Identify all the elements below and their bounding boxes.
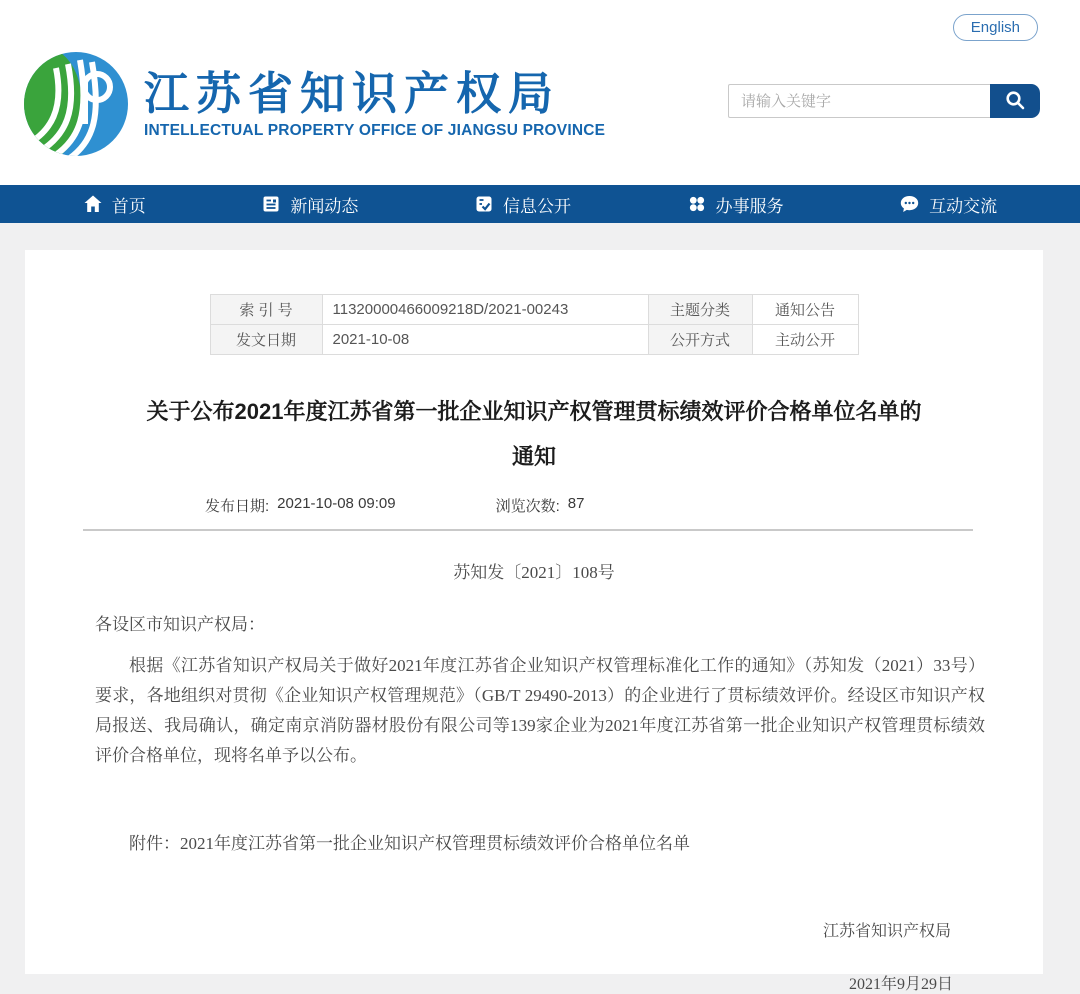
publish-date-label: 发布日期: [205, 498, 270, 515]
meta-label-disclosure: 公开方式 [648, 325, 752, 355]
notice-body: 根据《江苏省知识产权局关于做好2021年度江苏省企业知识产权管理标准化工作的通知》（苏知发（2021）33号）要求，各地组织对贯彻《企业知识产权管理规范》（GB/T 29490-2013）的企业进行了贯标绩效评价。经设区市知识产权局报送、我局确认，确定南京消防器材股份有限公司等139家企业为2021年度江苏省第一批企业知识产权管理贯标绩效评价合格单位，现将名单予以公布。 [95, 656, 985, 765]
attachment-link[interactable]: 附件：2021年度江苏省第一批企业知识产权管理贯标绩效评价合格单位名单 [129, 834, 690, 853]
meta-label-issue-date: 发文日期 [210, 325, 322, 355]
nav-item-services[interactable] [687, 192, 784, 217]
english-language-button[interactable]: English [953, 14, 1038, 41]
info-disclosure-icon [474, 194, 494, 214]
divider [83, 529, 973, 531]
page-title-line1: 关于公布2021年度江苏省第一批企业知识产权管理贯标绩效评价合格单位名单的 [146, 399, 922, 424]
nav-item-info-disclosure[interactable] [474, 192, 571, 217]
nav-item-home[interactable] [83, 192, 146, 217]
interaction-icon [899, 194, 920, 214]
nav-item-news[interactable] [261, 192, 358, 217]
search-button[interactable] [990, 84, 1040, 118]
site-search [728, 84, 1040, 118]
document-number: 苏知发〔2021〕108号 [453, 563, 615, 582]
meta-label-index: 索 引 号 [210, 295, 322, 325]
meta-value-category: 通知公告 [752, 295, 858, 325]
view-count-label: 浏览次数: [495, 498, 560, 515]
site-header [0, 0, 1080, 185]
salutation: 各设区市知识产权局： [95, 615, 265, 634]
page-title [25, 389, 1043, 479]
publish-info-row [25, 495, 1043, 516]
view-count [496, 495, 585, 516]
nav-item-label: 新闻动态 [290, 196, 359, 216]
nav-item-label: 首页 [111, 196, 146, 216]
jsipo-logo-icon [22, 50, 130, 158]
issuing-authority: 江苏省知识产权局 [822, 923, 951, 940]
site-title-block [144, 68, 605, 141]
nav-item-interaction[interactable] [899, 192, 997, 217]
meta-value-disclosure: 主动公开 [752, 325, 858, 355]
main-navigation [0, 185, 1080, 223]
table-row [210, 295, 858, 325]
content-panel [25, 250, 1043, 993]
home-icon [83, 194, 103, 214]
nav-item-label: 互动交流 [929, 196, 998, 216]
meta-label-category: 主题分类 [648, 295, 752, 325]
table-row [210, 325, 858, 355]
publish-date-value: 2021-10-08 09:09 [277, 495, 396, 512]
nav-item-label: 办事服务 [715, 196, 784, 216]
meta-value-issue-date: 2021-10-08 [322, 325, 648, 355]
site-brand [22, 50, 605, 158]
site-title-en: INTELLECTUAL PROPERTY OFFICE OF JIANGSU PROVINCE [144, 122, 606, 140]
page-title-line2: 通知 [511, 444, 556, 469]
meta-value-index: 11320000466009218D/2021-00243 [322, 295, 648, 325]
search-icon [1004, 89, 1026, 114]
document-meta-table [210, 294, 859, 355]
search-input[interactable] [728, 84, 990, 118]
publish-date [205, 495, 396, 516]
site-title-cn: 江苏省知识产权局 [144, 67, 561, 119]
news-icon [261, 194, 281, 214]
services-icon [687, 194, 707, 214]
issue-date: 2021年9月29日 [848, 976, 953, 993]
nav-item-label: 信息公开 [502, 196, 571, 216]
view-count-value: 87 [567, 495, 585, 512]
